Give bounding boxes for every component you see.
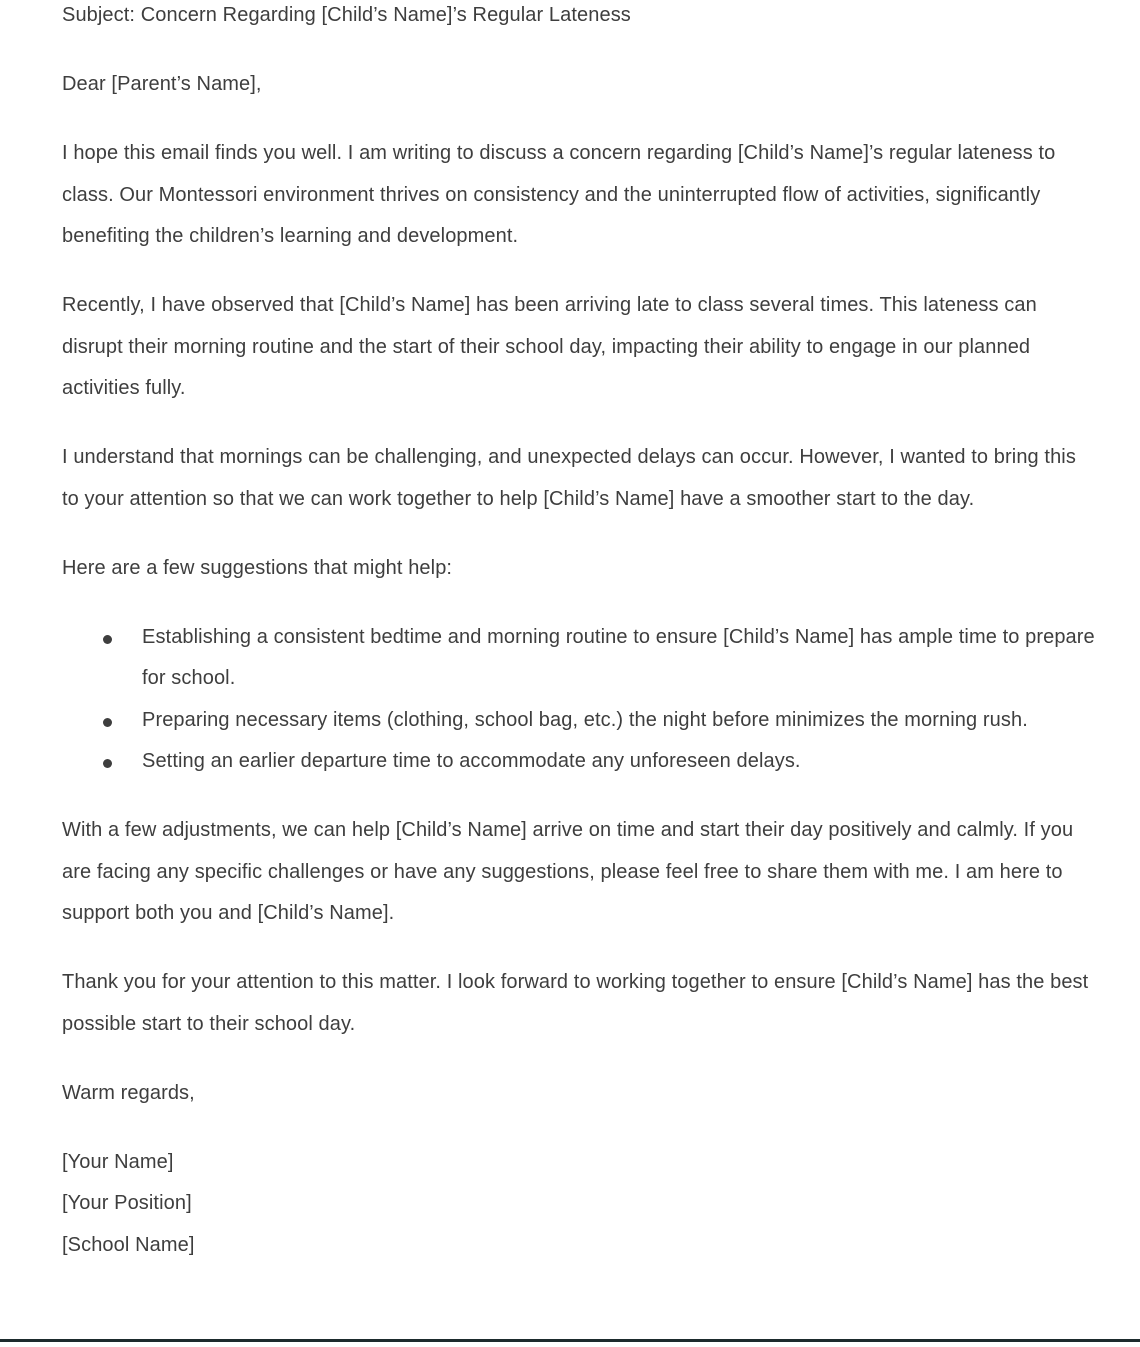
signature-school: [School Name] [62,1233,195,1256]
bullet-icon [103,759,112,768]
subject-line: Subject: Concern Regarding [Child’s Name]’s Regular Lateness [62,4,631,26]
paragraph-thanks: Thank you for your attention to this matter. I look forward to working together to ensure [Child’s Name] has the best possible start to their school day. [62,971,1089,1035]
suggestions-intro: Here are a few suggestions that might help: [62,556,453,579]
suggestions-list [62,617,1098,783]
list-item [62,617,1098,700]
signature-position: [Your Position] [62,1192,192,1214]
paragraph-intro: I hope this email finds you well. I am writing to discuss a concern regarding [Child’s Name]’s regular lateness to class. Our Montessori environment thrives on consistency and the uninterrupted flow of activities, significantly benefiting the children’s learning and development. [62,142,1056,247]
list-item-text: Setting an earlier departure time to accommodate any unforeseen delays. [142,750,801,772]
list-item-text: Preparing necessary items (clothing, school bag, etc.) the night before minimizes the morning rush. [142,708,1028,731]
list-item [62,700,1098,742]
salutation: Dear [Parent’s Name], [62,73,262,95]
list-item-text: Establishing a consistent bedtime and morning routine to ensure [Child’s Name] has ample time to prepare for school. [142,625,1095,689]
sign-off: Warm regards, [62,1081,195,1104]
signature-name: [Your Name] [62,1150,174,1173]
list-item [62,741,1098,783]
paragraph-observation: Recently, I have observed that [Child’s Name] has been arriving late to class several times. This lateness can disrupt their morning routine and the start of their school day, impacting their ability to engage in our planned activities fully. [62,294,1037,399]
bullet-icon [103,718,112,727]
bullet-icon [103,635,112,644]
paragraph-understanding: I understand that mornings can be challenging, and unexpected delays can occur. However, I wanted to bring this to your attention so that we can work together to help [Child’s Name] have a smoother start to the day. [62,446,1076,510]
paragraph-adjustments: With a few adjustments, we can help [Child’s Name] arrive on time and start their day positively and calmly. If you are facing any specific challenges or have any suggestions, please feel free to share them with me. I am here to support both you and [Child’s Name]. [62,819,1074,924]
bottom-crop-rule [0,1339,1140,1342]
letter-body [62,0,1098,1266]
signature-block [62,1142,1098,1267]
